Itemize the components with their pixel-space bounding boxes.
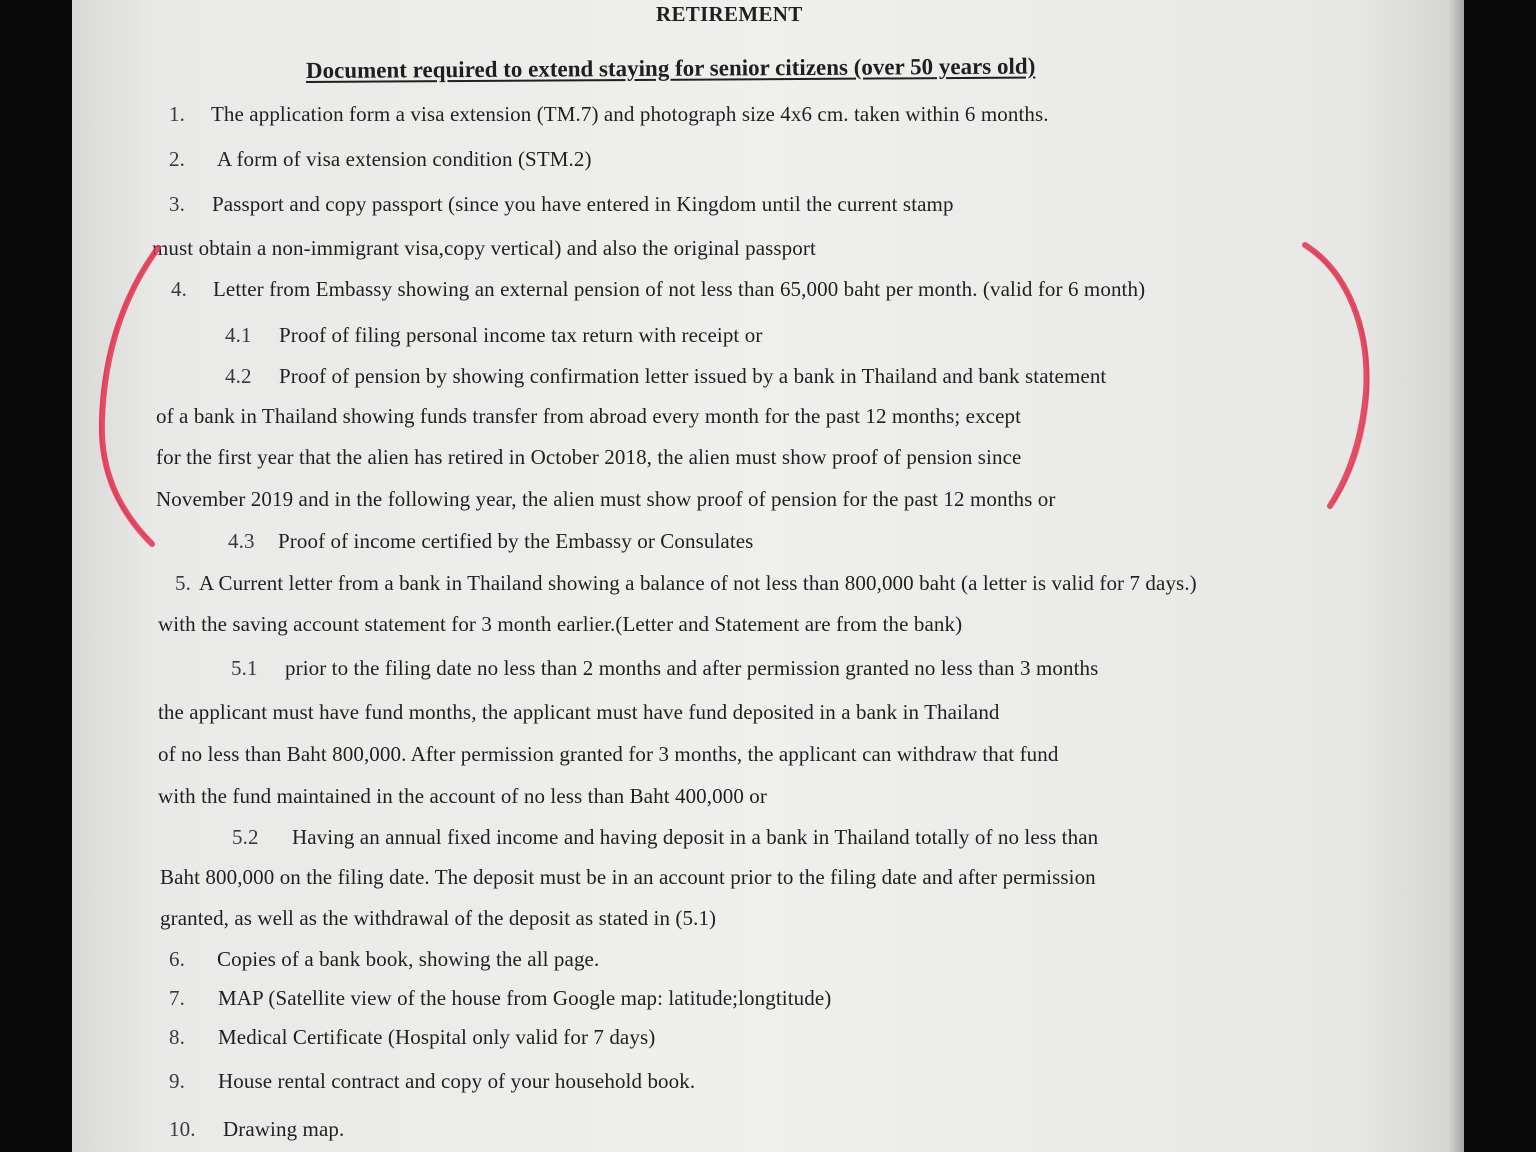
list-item-7	[169, 985, 831, 1011]
item-number: 5.	[175, 571, 191, 595]
item-text: Medical Certificate (Hospital only valid for 7 days)	[218, 1025, 656, 1049]
item-number: 1.	[169, 102, 185, 126]
list-item-4-2-continuation: for the first year that the alien has retired in October 2018, the alien must show proof of pension since	[156, 445, 1022, 469]
item-number: 4.	[171, 277, 187, 301]
item-text: Letter from Embassy showing an external pension of not less than 65,000 baht per month. (valid for 6 month)	[213, 277, 1146, 301]
item-number: 4.2	[225, 364, 252, 388]
list-item-5-1-continuation: of no less than Baht 800,000. After permission granted for 3 months, the applicant can withdraw that fund	[158, 742, 1059, 766]
item-number: 3.	[169, 192, 185, 216]
list-item-8	[169, 1024, 655, 1050]
item-number: 7.	[169, 986, 185, 1010]
item-text: prior to the filing date no less than 2 months and after permission granted no less than 3 months	[285, 656, 1099, 680]
list-item-5-1-continuation: with the fund maintained in the account of no less than Baht 400,000 or	[158, 784, 767, 808]
list-item-4-2-continuation: of a bank in Thailand showing funds transfer from abroad every month for the past 12 months; except	[156, 404, 1022, 428]
item-text: Copies of a bank book, showing the all page.	[217, 947, 600, 971]
item-number: 9.	[169, 1069, 185, 1093]
item-number: 10.	[169, 1117, 196, 1141]
document-title: RETIREMENT	[656, 2, 803, 26]
item-text: Drawing map.	[223, 1117, 345, 1141]
item-text: The application form a visa extension (TM.7) and photograph size 4x6 cm. taken within 6 months.	[211, 102, 1049, 126]
item-number: 8.	[169, 1025, 185, 1049]
item-text: Having an annual fixed income and having deposit in a bank in Thailand totally of no less than	[292, 825, 1099, 849]
item-text: Passport and copy passport (since you have entered in Kingdom until the current stamp	[212, 192, 954, 216]
item-text: A form of visa extension condition (STM.2)	[217, 147, 592, 171]
list-item-4	[171, 276, 1145, 302]
list-item-3	[169, 191, 954, 217]
list-item-4-3	[228, 528, 753, 554]
item-text: Proof of filing personal income tax return with receipt or	[279, 323, 763, 347]
document-subtitle: Document required to extend staying for senior citizens (over 50 years old)	[305, 53, 1036, 83]
list-item-4-2-continuation: November 2019 and in the following year, the alien must show proof of pension for the past 12 months or	[156, 487, 1056, 511]
item-number: 6.	[169, 947, 185, 971]
item-text: MAP (Satellite view of the house from Google map: latitude;longtitude)	[218, 986, 832, 1010]
item-number: 4.3	[228, 529, 255, 553]
list-item-2	[169, 146, 592, 172]
list-item-5-2	[232, 824, 1098, 850]
list-item-10	[169, 1116, 344, 1142]
item-number: 4.1	[225, 323, 252, 347]
paper-edge-shadow	[1448, 0, 1464, 1152]
list-item-4-2	[225, 363, 1106, 389]
item-number: 5.1	[231, 656, 258, 680]
list-item-4-1	[225, 322, 762, 348]
list-item-9	[169, 1068, 695, 1094]
list-item-1	[169, 101, 1049, 127]
paper-sheet	[72, 0, 1464, 1152]
list-item-5-2-continuation: Baht 800,000 on the filing date. The deposit must be in an account prior to the filing date and after permission	[160, 865, 1096, 889]
list-item-5-1	[231, 655, 1098, 681]
list-item-5	[175, 570, 1197, 596]
item-number: 2.	[169, 147, 185, 171]
list-item-5-1-continuation: the applicant must have fund months, the applicant must have fund deposited in a bank in Thailand	[158, 700, 1000, 724]
item-number: 5.2	[232, 825, 259, 849]
item-text: Proof of income certified by the Embassy or Consulates	[278, 529, 754, 553]
list-item-6	[169, 946, 599, 972]
item-text: A Current letter from a bank in Thailand showing a balance of not less than 800,000 baht (a letter is valid for 7 days.)	[199, 571, 1197, 595]
item-text: House rental contract and copy of your household book.	[218, 1069, 696, 1093]
list-item-3-continuation: must obtain a non-immigrant visa,copy vertical) and also the original passport	[152, 236, 816, 260]
list-item-5-continuation: with the saving account statement for 3 month earlier.(Letter and Statement are from the bank)	[158, 612, 963, 636]
item-text: Proof of pension by showing confirmation letter issued by a bank in Thailand and bank statement	[279, 364, 1107, 388]
list-item-5-2-continuation: granted, as well as the withdrawal of the deposit as stated in (5.1)	[160, 906, 717, 930]
